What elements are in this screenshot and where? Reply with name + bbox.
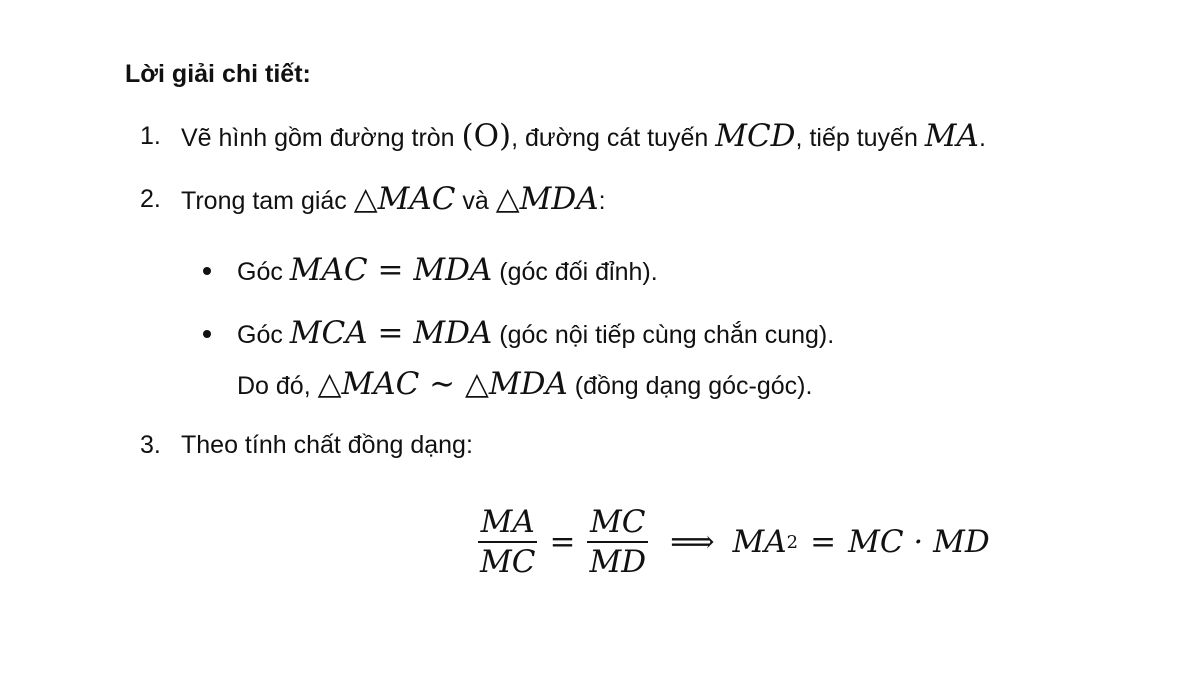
implies-arrow: ⟹ [670,524,715,560]
fraction-2-denominator: MD [589,544,647,580]
item-1-text-b: , đường cát tuyến [511,124,716,152]
item-1-text-c: , tiếp tuyến [795,124,925,152]
item-3-text: Theo tính chất đồng dạng: [181,431,473,459]
item-2-text-c: : [598,187,606,215]
bullet-2-dot [203,330,211,338]
conclusion-text-a: Do đó, [237,372,318,400]
bullet-1-dot [203,267,211,275]
formula-rhs: MC · MD [848,524,990,560]
bullet-1-text-b: (góc đối đỉnh). [492,258,658,286]
bullet-2-text [237,315,834,353]
conclusion-text [237,366,812,404]
item-1-math-tangent: MA [924,118,979,154]
fraction-2-numerator: MC [590,504,646,540]
item-2-math-triangle-mac: △MAC [353,181,456,217]
formula-exponent: 2 [786,531,799,553]
item-1-number: 1. [140,122,161,150]
item-1-math-circle: (O) [461,118,512,154]
bullet-2-text-b: (góc nội tiếp cùng chắn cung). [492,321,835,349]
fraction-1-denominator: MC [480,544,536,580]
bullet-1-math: MAC = MDA [289,252,493,288]
item-2-math-triangle-mda: △MDA [495,181,599,217]
equals-sign-2: = [810,524,837,560]
item-1-text-a: Vẽ hình gồm đường tròn [181,124,462,152]
formula-lhs: MA [732,524,787,560]
bullet-2-math: MCA = MDA [289,315,493,351]
conclusion-text-b: (đồng dạng góc-góc). [567,372,813,400]
similarity-formula [478,500,990,584]
item-1-text-d: . [978,124,986,152]
fraction-ma-mc [478,503,537,581]
item-2-text-a: Trong tam giác [181,187,354,215]
item-1-math-secant: MCD [715,118,796,154]
item-2-number: 2. [140,185,161,213]
bullet-1-text-a: Góc [237,258,290,286]
item-3-number: 3. [140,431,161,459]
fraction-mc-md [587,503,648,581]
equals-sign-1: = [549,524,576,560]
bullet-2-text-a: Góc [237,321,290,349]
item-2-text [181,181,606,219]
solution-heading: Lời giải chi tiết: [125,60,311,88]
item-2-text-b: và [455,187,496,215]
item-1-text [181,118,986,156]
conclusion-math: △MAC ∼ △MDA [317,366,568,402]
fraction-1-numerator: MA [480,504,535,540]
bullet-1-text [237,252,658,290]
